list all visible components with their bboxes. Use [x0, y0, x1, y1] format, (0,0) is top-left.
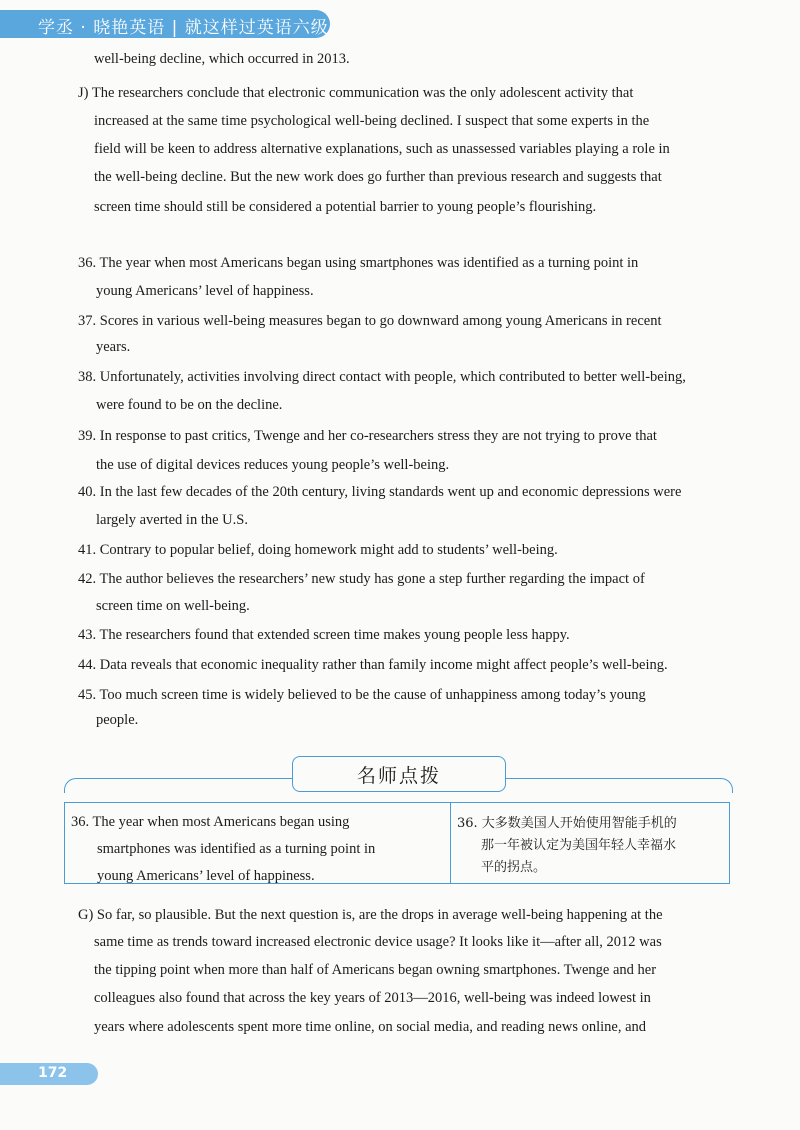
tips-english-cell — [71, 809, 375, 890]
question-40: 40. In the last few decades of the 20th century, living standards went up and economic depressions were — [78, 484, 682, 500]
passage-line: screen time should still be considered a potential barrier to young people’s flourishing. — [94, 199, 597, 215]
question-44: 44. Data reveals that economic inequality rather than family income might affect people’s well-being. — [78, 657, 668, 673]
question-38-cont: were found to be on the decline. — [96, 397, 283, 413]
question-37-cont: years. — [96, 339, 131, 355]
passage-line: G) So far, so plausible. But the next question is, are the drops in average well-being happening at the — [78, 907, 663, 923]
tips-chinese-cell — [457, 813, 677, 879]
tips-english-line: young Americans’ level of happiness. — [97, 868, 315, 884]
passage-line: increased at the same time psychological well-being declined. I suspect that some experts in the — [94, 113, 650, 129]
question-36: 36. The year when most Americans began using smartphones was identified as a turning point in — [78, 255, 639, 271]
question-39: 39. In response to past critics, Twenge and her co-researchers stress they are not trying to prove that — [78, 428, 657, 444]
tips-english-line: 36. The year when most Americans began using — [71, 814, 350, 830]
passage-line: the tipping point when more than half of Americans began owning smartphones. Twenge and her — [94, 962, 657, 978]
question-42-cont: screen time on well-being. — [96, 598, 250, 614]
question-43: 43. The researchers found that extended screen time makes young people less happy. — [78, 627, 570, 643]
question-42: 42. The author believes the researchers’ new study has gone a step further regarding the impact of — [78, 571, 645, 587]
passage-line: well-being decline, which occurred in 2013. — [94, 51, 350, 67]
passage-line: same time as trends toward increased electronic device usage? It looks like it—after all, 2012 was — [94, 934, 662, 950]
tips-chinese-line: 平的拐点。 — [481, 860, 547, 875]
tips-header — [292, 756, 506, 792]
passage-line: J) The researchers conclude that electronic communication was the only adolescent activity that — [78, 85, 634, 101]
question-36-cont: young Americans’ level of happiness. — [96, 283, 314, 299]
question-40-cont: largely averted in the U.S. — [96, 512, 248, 528]
question-39-cont: the use of digital devices reduces young people’s well-being. — [96, 457, 450, 473]
passage-line: years where adolescents spent more time online, on social media, and reading news online, and — [94, 1019, 647, 1035]
tips-english-line: smartphones was identified as a turning point in — [97, 841, 376, 857]
tips-rule-left — [64, 778, 293, 793]
question-45-cont: people. — [96, 712, 139, 728]
tips-title: 名师点拨 — [356, 764, 441, 787]
tips-divider — [450, 803, 451, 883]
tips-table — [64, 802, 730, 884]
passage-line: field will be keen to address alternative explanations, such as unassessed variables playing a role in — [94, 141, 670, 157]
passage-line: colleagues also found that across the key years of 2013—2016, well-being was indeed lowest in — [94, 990, 651, 1006]
question-45: 45. Too much screen time is widely believed to be the cause of unhappiness among today’s young — [78, 687, 646, 703]
question-37: 37. Scores in various well-being measures began to go downward among young Americans in recent — [78, 313, 662, 329]
tips-rule-right — [504, 778, 733, 793]
page-number: 172 — [38, 1065, 68, 1081]
question-38: 38. Unfortunately, activities involving direct contact with people, which contributed to better well-being, — [78, 369, 686, 385]
question-41: 41. Contrary to popular belief, doing homework might add to students’ well-being. — [78, 542, 558, 558]
tips-chinese-line: 36. 大多数美国人开始使用智能手机的 — [457, 816, 677, 831]
tips-chinese-line: 那一年被认定为美国年轻人幸福水 — [481, 838, 677, 853]
passage-line: the well-being decline. But the new work does go further than previous research and suggests that — [94, 169, 662, 185]
book-title: 学丞 · 晓艳英语 | 就这样过英语六级 — [38, 18, 329, 38]
